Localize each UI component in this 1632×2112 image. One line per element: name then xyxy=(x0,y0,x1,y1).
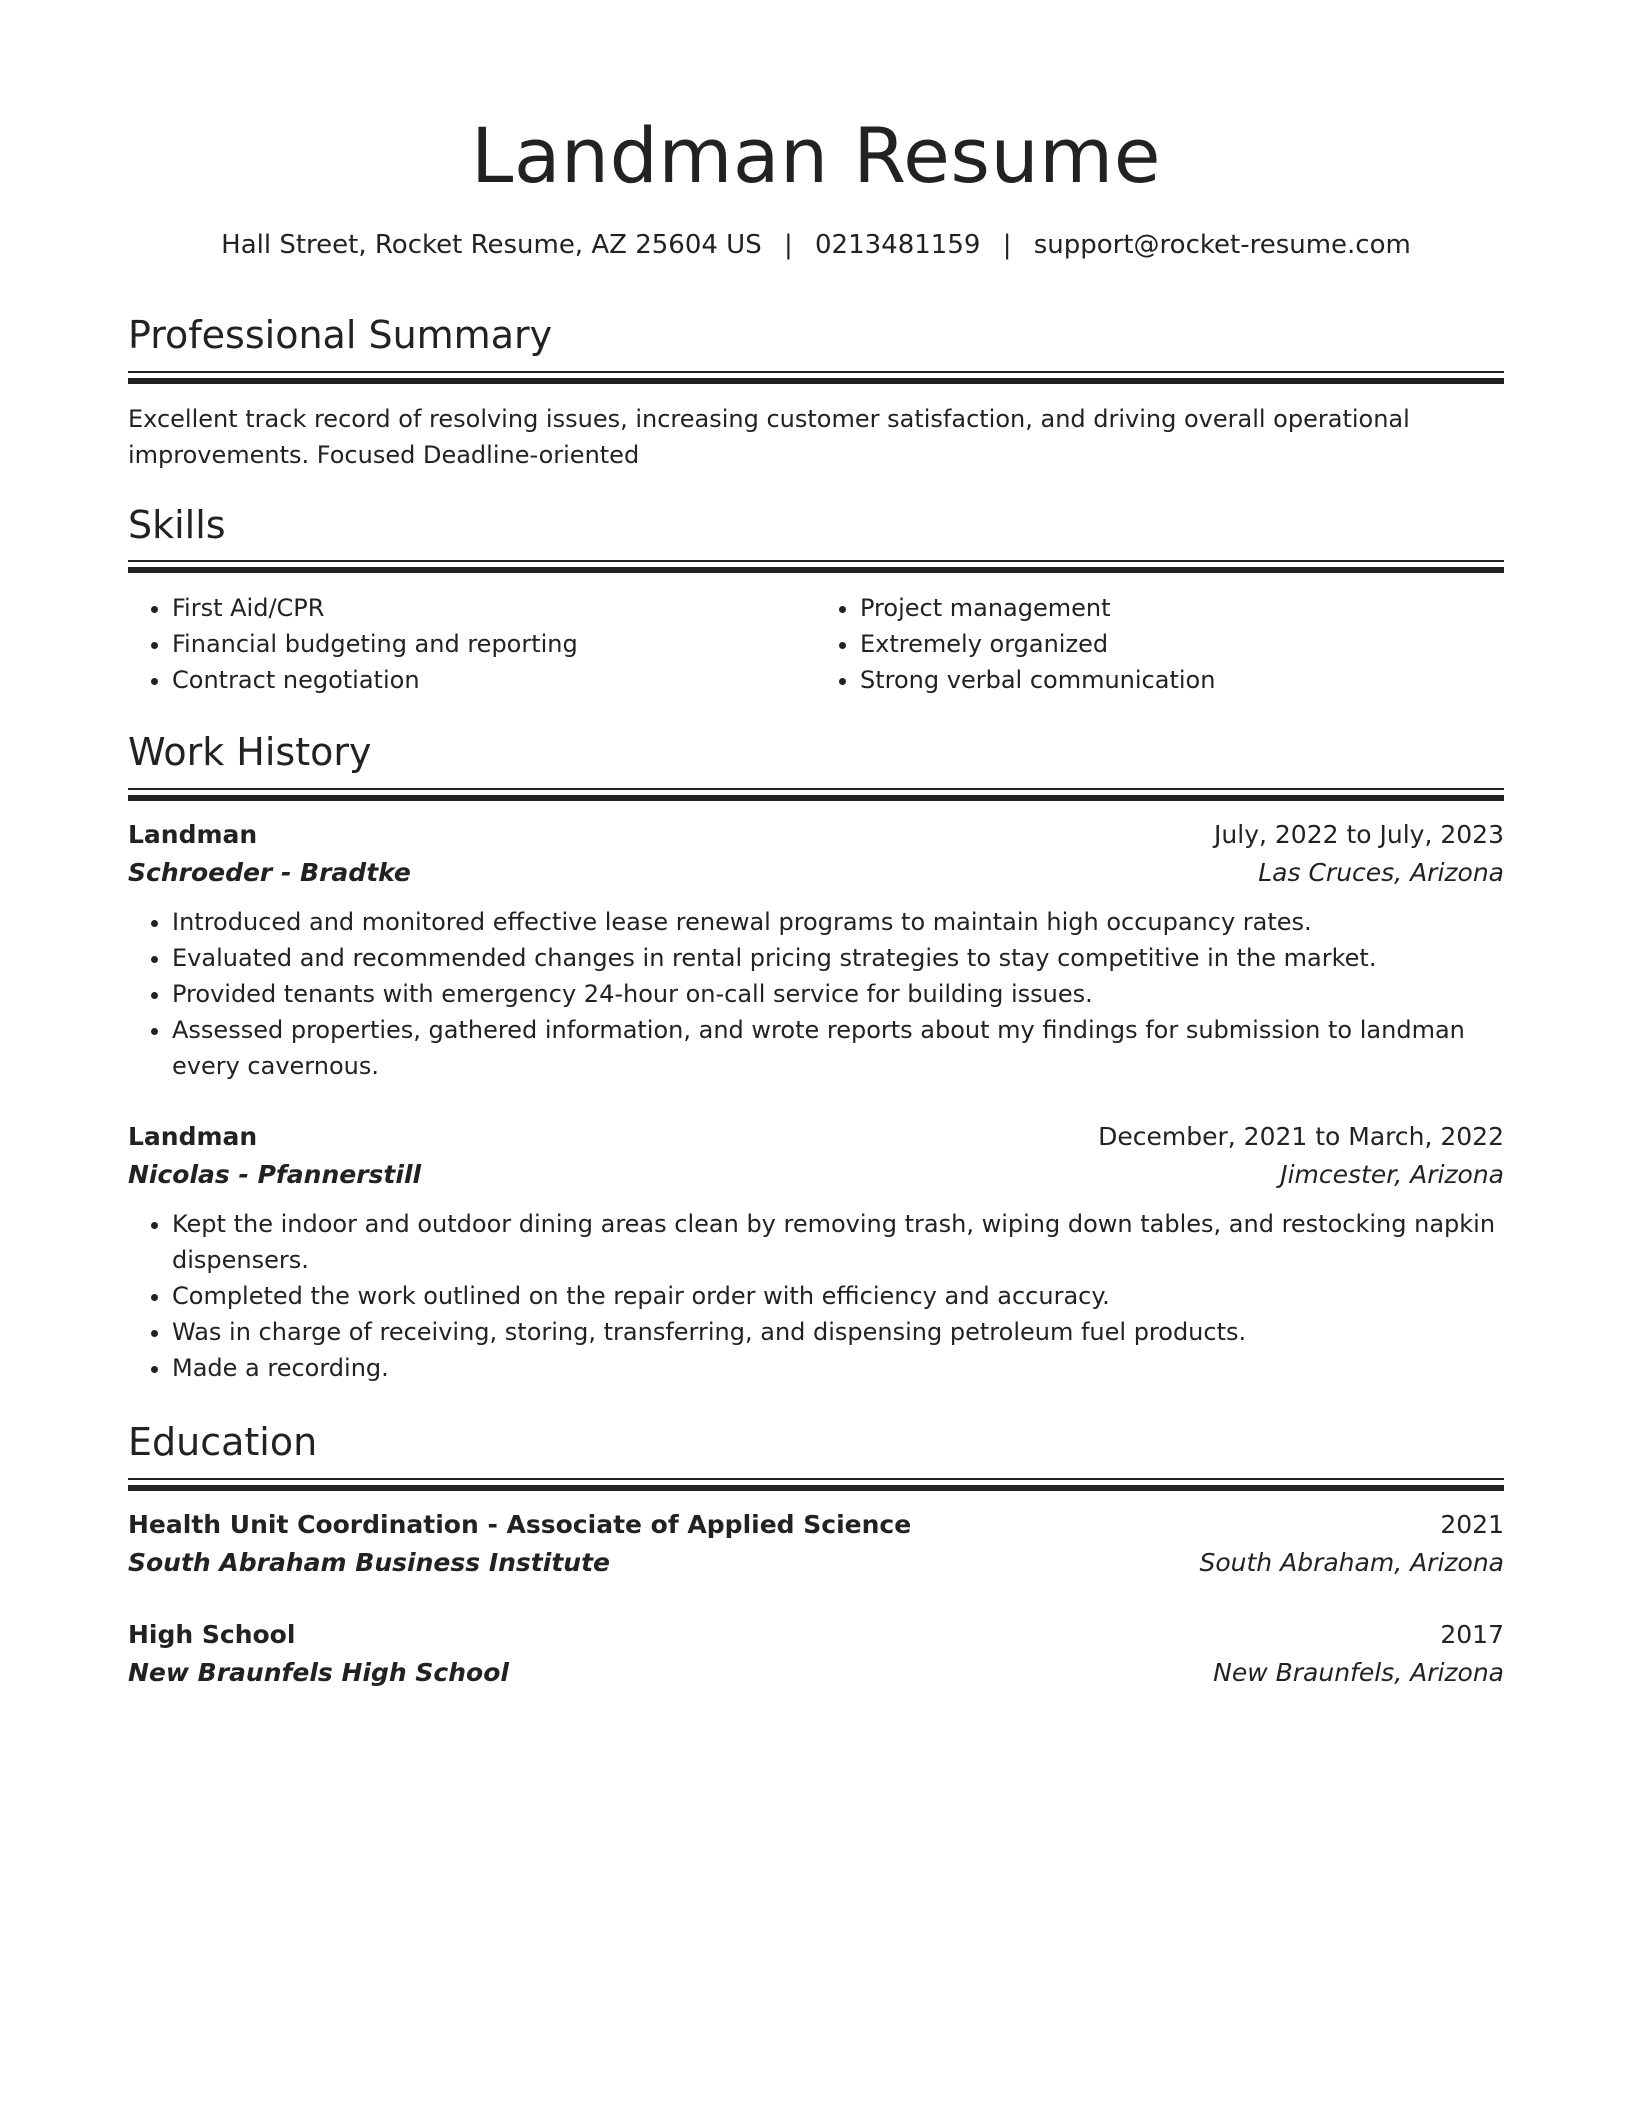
skill-item: • Financial budgeting and reporting xyxy=(172,626,816,662)
skill-item: • Strong verbal communication xyxy=(860,662,1504,698)
section-divider xyxy=(128,788,1504,802)
section-divider xyxy=(128,371,1504,385)
job-company: Schroeder - Bradtke xyxy=(128,857,411,887)
job-dates: July, 2022 to July, 2023 xyxy=(1214,819,1504,849)
contact-separator: | xyxy=(783,230,793,260)
contact-separator: | xyxy=(1002,230,1012,260)
education-heading: Education xyxy=(128,1419,318,1464)
education-location: New Braunfels, Arizona xyxy=(1213,1657,1504,1687)
education-year: 2021 xyxy=(1440,1509,1504,1539)
job-company: Nicolas - Pfannerstill xyxy=(128,1159,422,1189)
section-divider xyxy=(128,1478,1504,1492)
education-degree: Health Unit Coordination - Associate of Applied Science xyxy=(128,1509,912,1539)
job-bullet: • Completed the work outlined on the repair order with efficiency and accuracy. xyxy=(172,1278,1504,1314)
job-dates: December, 2021 to March, 2022 xyxy=(1098,1121,1504,1151)
job-location: Las Cruces, Arizona xyxy=(1258,857,1504,887)
skills-heading: Skills xyxy=(128,502,226,547)
resume-title: Landman Resume xyxy=(471,111,1161,200)
skill-item: • First Aid/CPR xyxy=(172,590,816,626)
job-bullet: • Kept the indoor and outdoor dining areas clean by removing trash, wiping down tables, and restocking napkin dispensers. xyxy=(172,1206,1504,1278)
summary-heading: Professional Summary xyxy=(128,313,553,358)
job-bullet: • Assessed properties, gathered information, and wrote reports about my findings for submission to landman every cavernous. xyxy=(172,1012,1504,1084)
summary-section xyxy=(128,313,1504,473)
summary-text: Excellent track record of resolving issues, increasing customer satisfaction, and driving overall operational improvements. Focused Deadline-oriented xyxy=(128,404,1410,469)
work-history-heading: Work History xyxy=(128,730,372,775)
skill-item: • Contract negotiation xyxy=(172,662,816,698)
job-entry xyxy=(128,1118,1504,1386)
skills-column-left xyxy=(128,590,816,698)
skills-grid xyxy=(128,590,1504,698)
contact-address: Hall Street, Rocket Resume, AZ 25604 US xyxy=(221,230,762,260)
job-entry xyxy=(128,816,1504,1084)
skills-section xyxy=(128,503,1504,699)
education-degree: High School xyxy=(128,1619,296,1649)
education-entry xyxy=(128,1506,1504,1582)
job-bullets xyxy=(128,904,1504,1084)
education-location: South Abraham, Arizona xyxy=(1199,1547,1504,1577)
job-title: Landman xyxy=(128,1121,258,1151)
job-bullets xyxy=(128,1206,1504,1386)
contact-phone: 0213481159 xyxy=(815,230,981,260)
job-title: Landman xyxy=(128,819,258,849)
contact-line xyxy=(128,230,1504,261)
job-bullet: • Provided tenants with emergency 24-hour on-call service for building issues. xyxy=(172,976,1504,1012)
skills-column-right xyxy=(816,590,1504,698)
job-bullet: • Evaluated and recommended changes in rental pricing strategies to stay competitive in the market. xyxy=(172,940,1504,976)
work-history-section xyxy=(128,730,1504,1386)
job-location: Jimcester, Arizona xyxy=(1280,1159,1504,1189)
job-bullet: • Was in charge of receiving, storing, transferring, and dispensing petroleum fuel products. xyxy=(172,1314,1504,1350)
education-school: South Abraham Business Institute xyxy=(128,1547,610,1577)
contact-email: support@rocket-resume.com xyxy=(1033,230,1411,260)
education-year: 2017 xyxy=(1440,1619,1504,1649)
section-divider xyxy=(128,560,1504,574)
education-school: New Braunfels High School xyxy=(128,1657,509,1687)
job-bullet: • Introduced and monitored effective lease renewal programs to maintain high occupancy rates. xyxy=(172,904,1504,940)
skill-item: • Extremely organized xyxy=(860,626,1504,662)
skill-item: • Project management xyxy=(860,590,1504,626)
education-entry xyxy=(128,1616,1504,1692)
job-bullet: • Made a recording. xyxy=(172,1350,1504,1386)
education-section xyxy=(128,1420,1504,1692)
